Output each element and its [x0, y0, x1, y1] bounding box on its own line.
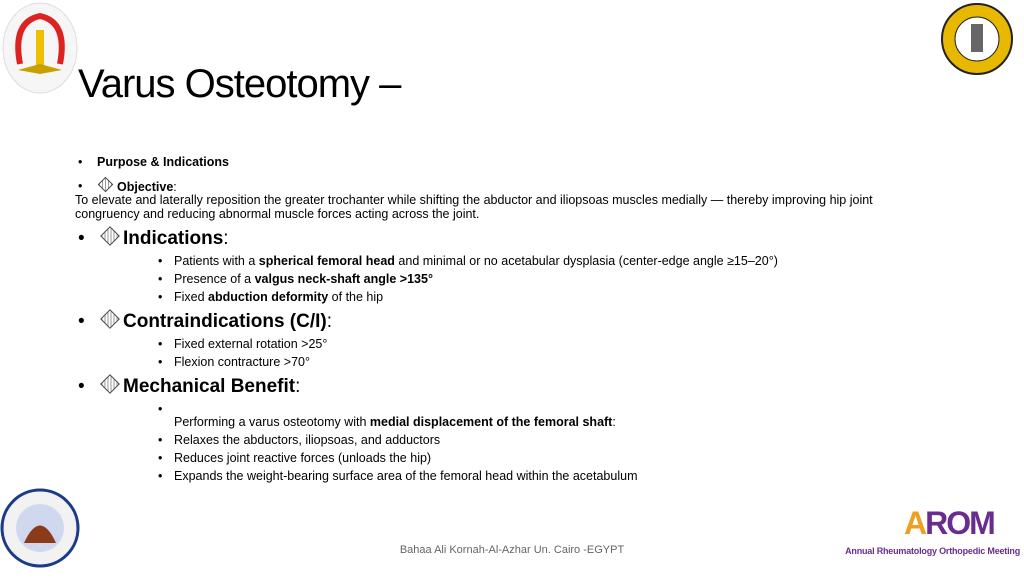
list-item: • Reduces joint reactive forces (unloads the hip) [158, 451, 432, 465]
footer-text: Bahaa Ali Kornah-Al-Azhar Un. Cairo -EGYPT [399, 544, 625, 556]
mechanical-benefit-heading: • Mechanical Benefit: [78, 376, 301, 397]
list-item: • Fixed abduction deformity of the hip [158, 290, 384, 304]
objective-text: To elevate and laterally reposition the greater trochanter while shifting the abductor and iliopsoas muscles medially — thereby improving hip joint congruency and reducing abnormal muscle forces acting across the joint. [75, 193, 873, 221]
diamond-icon [100, 226, 120, 246]
objective-block: • Objective: To elevate and laterally reposition the greater trochanter while shifting the abductor and iliopsoas muscles medially — thereby improving hip joint congruency and reducing abnormal muscle forces acting across the joint. [78, 179, 958, 194]
al-azhar-university-logo [940, 2, 1014, 76]
arom-logo: AROM [904, 505, 994, 541]
purpose-heading: • Purpose & Indications [78, 155, 229, 169]
list-item: • Fixed external rotation >25° [158, 337, 328, 351]
list-item: • Performing a varus osteotomy with medial displacement of the femoral shaft: [158, 402, 616, 429]
page-title: Varus Osteotomy – [78, 62, 401, 106]
list-item: • Relaxes the abductors, iliopsoas, and adductors [158, 433, 441, 447]
list-item: • Patients with a spherical femoral head and minimal or no acetabular dysplasia (center-edge angle ≥15–20°) [158, 254, 778, 268]
egyptian-orthopaedic-association-logo [0, 483, 80, 573]
diamond-icon [100, 374, 120, 394]
list-item: • Expands the weight-bearing surface area of the femoral head within the acetabulum [158, 469, 638, 483]
indications-heading: • Indications: [78, 228, 229, 249]
arom-subtitle: Annual Rheumatology Orthopedic Meeting [845, 546, 1020, 556]
al-azhar-medicine-logo [2, 2, 78, 94]
list-item: • Presence of a valgus neck-shaft angle >135° [158, 272, 433, 286]
list-item: • Flexion contracture >70° [158, 355, 310, 369]
diamond-icon [98, 177, 114, 193]
contraindications-heading: • Contraindications (C/I): [78, 311, 333, 332]
diamond-icon [100, 309, 120, 329]
